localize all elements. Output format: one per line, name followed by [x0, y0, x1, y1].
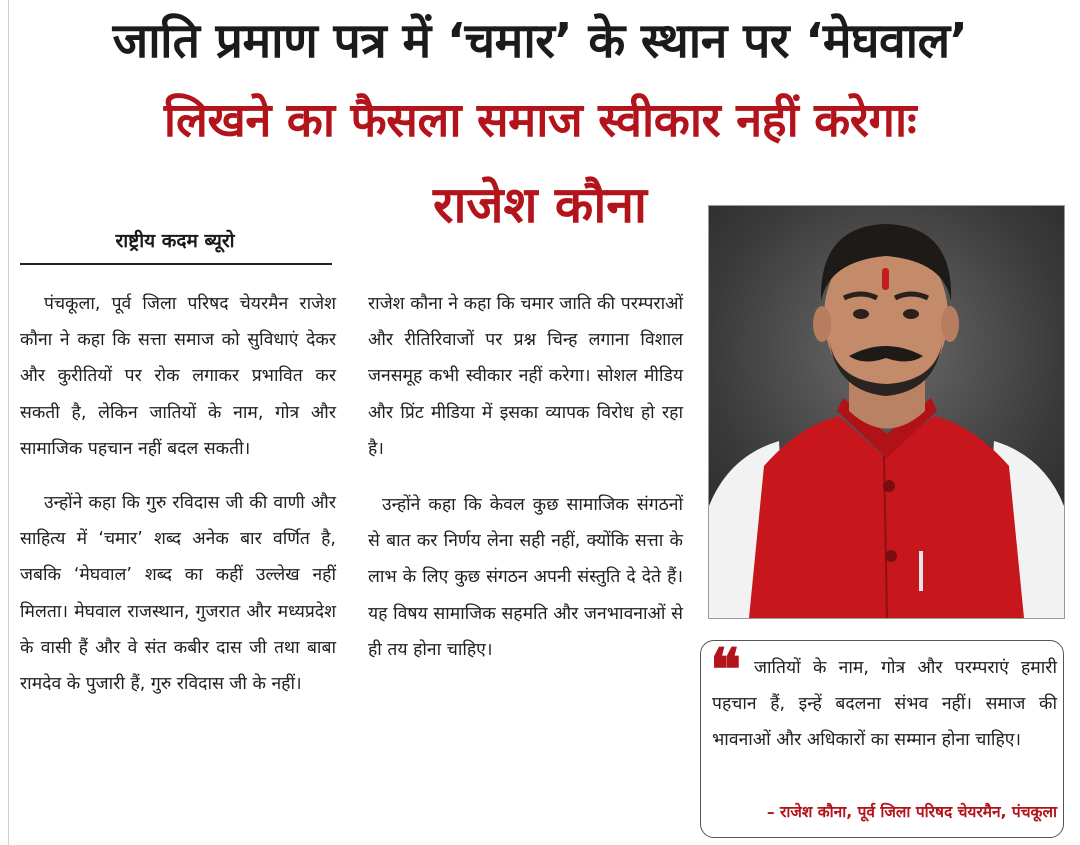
byline: राष्ट्रीय कदम ब्यूरो [115, 230, 235, 252]
pull-quote-attribution: – राजेश कौना, पूर्व जिला परिषद चेयरमैन, पंचकूला [766, 803, 1057, 821]
column2-paragraph-1: राजेश कौना ने कहा कि चमार जाति की परम्पराओं और रीतिरिवाजों पर प्रश्न चिन्ह लगाना विशाल जनसमूह कभी स्वीकार नहीं करेगा। सोशल मीडिय और प्रिंट मीडिया में इसका व्यापक विरोध हो रहा है। [368, 294, 683, 459]
column1-paragraph-2: उन्होंने कहा कि गुरु रविदास जी की वाणी और साहित्य में ‘चमार’ शब्द अनेक बार वर्णित है, जबकि ‘मेघवाल’ शब्द का कहीं उल्लेख नहीं मिलता। मेघवाल राजस्थान, गुजरात और मध्यप्रदेश के वासी हैं और वे संत कबीर दास जी तथा बाबा रामदेव के पुजारी हैं, गुरु रविदास जी के नहीं। [20, 493, 336, 695]
portrait-photo [708, 205, 1065, 619]
column1-paragraph-1: पंचकूला, पूर्व जिला परिषद चेयरमैन राजेश कौना ने कहा कि सत्ता समाज को सुविधाएं देकर और कुरीतियों पर रोक लगाकर प्रभावित कर सकती है, लेकिन जातियों के नाम, गोत्र और सामाजिक पहचान नहीं बदल सकती। [20, 294, 336, 459]
quote-icon: ❝ [710, 636, 742, 704]
headline-line-1: जाति प्रमाण पत्र में ‘चमार’ के स्थान पर ‘मेघवाल’ [112, 13, 968, 69]
column2-paragraph-2: उन्होंने कहा कि केवल कुछ सामाजिक संगठनों से बात कर निर्णय लेना सही नहीं, क्योंकि सत्ता के लाभ के लिए कुछ संगठन अपनी संस्तुति दे देते हैं। यह विषय सामाजिक सहमति और जनभावनाओं से ही तय होना चाहिए। [368, 495, 683, 660]
article-column-1 [20, 286, 336, 702]
portrait-illustration [709, 206, 1064, 618]
byline-divider [20, 263, 332, 265]
article-column-2 [368, 286, 683, 668]
pull-quote-text: जातियों के नाम, गोत्र और परम्पराएं हमारी पहचान हैं, इन्हें बदलना संभव नहीं। समाज की भावनाओं और अधिकारों का सम्मान होना चाहिए। [712, 658, 1057, 750]
headline-line-2: लिखने का फैसला समाज स्वीकार नहीं करेगाः [163, 93, 917, 148]
headline-line-3: राजेश कौना [433, 176, 647, 234]
